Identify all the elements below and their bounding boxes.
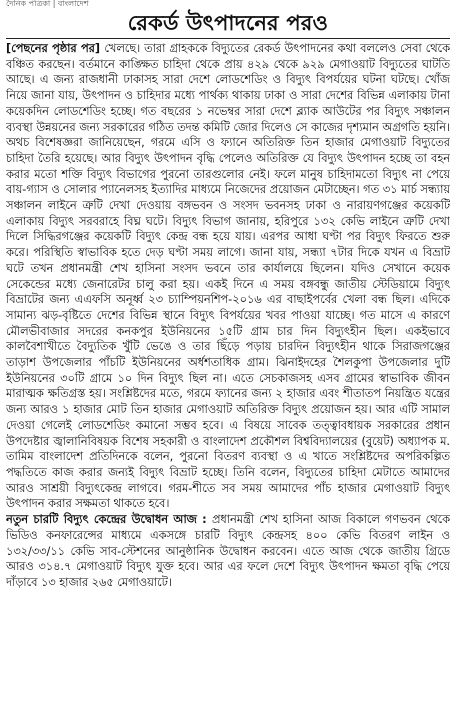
paragraph-text: খেলছে। তারা গ্রাহককে বিদ্যুতের রেকর্ড উৎপাদনের কথা বললেও সেবা থেকে বঞ্চিত করছেন। বর্তমানে কাঙ্ক্ষিত চাহিদা থেকে প্রায় ৪২৯ থেকে ৯২৯ মেগাওয়াট বিদ্যুতের ঘাটতি আছে। এ জন্য রাজধানী ঢাকাসহ সারা দেশে লোডশেডিং ও বিদ্যুৎ বিপর্যয়ের ঘটনা ঘটছে। খোঁজ নিয়ে জানা যায়, উৎপাদন ও চাহিদার মধ্যে পার্থক্য থাকায় ঢাকা ও সারা দেশের বিভিন্ন এলাকায় টানা কয়েকদিন লোডশেডিং হচ্ছে। গত বছরের ১ নভেম্বর সারা দেশে ব্ল্যাক আউটের পর বিদ্যুৎ সঞ্চালন ব্যবস্থা উন্নয়নের জন্য সরকারের গঠিত তদন্ত কমিটি জোর দিলেও সে কাজের দৃশ্যমান অগ্রগতি হয়নি। অথচ বিশেষজ্ঞরা জানিয়েছেন, গরমে এসি ও ফ্যানে অতিরিক্ত তিন হাজার মেগাওয়াট বিদ্যুতের চাহিদা তৈরি হয়েছে। আর বিদ্যুৎ উৎপাদন বৃদ্ধি পেলেও অতিরিক্ত যে বিদ্যুৎ উৎপাদন হচ্ছে তা বহন করার মতো শক্তি বিদ্যুৎ বিভাগের পুরনো তারগুলোর নেই। ফলে মানুষ চাহিদামতো বিদ্যুৎ না পেয়ে বায়-গ্যাস ও সোলার প্যানেলসহ ইত্যাদির মাধ্যমে নিজেদের প্রয়োজন মেটাচ্ছেন। গত ৩১ মার্চ সন্ধ্যায় সঞ্চালন লাইনে ত্রুটি দেখা দেওয়ায় বঙ্গভবন ও সংসদ ভবনসহ ঢাকা ও নারায়ণগঞ্জের কয়েকটি এলাকায় বিদ্যুৎ সরবরাহে বিঘ্ন ঘটে। বিদ্যুৎ বিভাগ জানায়, হরিপুরে ১৩২ কেভি লাইনে ত্রুটি দেখা দিলে সিদ্ধিরগঞ্জের কয়েকটি বিদ্যুৎ কেন্দ্র বন্ধ হয়ে যায়। এরপর আধা ঘণ্টা পর বিদ্যুৎ ফিরতে শুরু করে। পরিস্থিতি স্বাভাবিক হতে দেড় ঘণ্টা সময় লাগে। জানা যায়, সন্ধ্যা ৭টার দিকে যখন এ বিভ্রাট ঘটে তখন প্রধানমন্ত্রী শেখ হাসিনা সংসদ ভবনে তার কার্যালয়ে ছিলেন। যদিও সেখানে কয়েক সেকেন্ডের মধ্যে জেনারেটর চালু করা হয়। একই দিনে এ সময় বঙ্গবন্ধু জাতীয় স্টেডিয়ামে বিদ্যুৎ বিভ্রাটের জন্য এএফসি অনূর্ধ্ব ২৩ চ্যাম্পিয়নশিপ-২০১৬ এর বাছাইপর্বের খেলা বন্ধ ছিল। এদিকে সামান্য ঝড়-বৃষ্টিতে দেশের বিভিন্ন স্থানে বিদ্যুৎ বিপর্যয়ের খবর পাওয়া যাচ্ছে। গত মাসে এ কারণে মৌলভীবাজার সদরের কনকপুর ইউনিয়নের ১৫টি গ্রাম চার দিন বিদ্যুৎহীন ছিল। একইভাবে কালবৈশাখীতে বৈদ্যুতিক খুঁটি ভেঙে ও তার ছিঁড়ে পড়ায় চারদিন বিদ্যুৎহীন থাকে সিরাজগঞ্জের তাড়াশ উপজেলার পাঁচটি ইউনিয়নের অর্ধশতাধিক গ্রাম। ঝিনাইদহের শৈলকুপা উপজেলার দুটি ইউনিয়নের ৩০টি গ্রামে ১০ দিন বিদ্যুৎ ছিল না। এতে সেচকাজসহ এসব গ্রামের স্বাভাবিক জীবন মারাত্মক ক্ষতিগ্রস্ত হয়। সংশ্লিষ্টদের মতে, গরমে ফ্যানের জন্য ২ হাজার এবং শীতাতপ নিয়ন্ত্রিত যন্ত্রের জন্য আরও ১ হাজার মোট তিন হাজার মেগাওয়াট অতিরিক্ত বিদ্যুৎ প্রয়োজন হয়। আর এটি সামাল দেওয়া গেলেই লোডশেডিং কমানো সম্ভব হবে। এ বিষয়ে সাবেক তত্ত্বাবধায়ক সরকারের প্রধান উপদেষ্টার জ্বালানিবিষয়ক বিশেষ সহকারী ও বাংলাদেশ প্রকৌশল বিশ্ববিদ্যালয়ের (বুয়েট) অধ্যাপক ম. তামিম বাংলাদেশ প্রতিদিনকে বলেন, পুরনো বিতরণ ব্যবস্থা ও এ খাতে সংশ্লিষ্টদের অপরিকল্পিত পদ্ধতিতে কাজ করার জন্যই বিদ্যুৎ বিভ্রাট হচ্ছে। তিনি বলেন, বিদ্যুতের চাহিদা মেটাতে আমাদের আরও সাশ্রয়ী বিদ্যুৎকেন্দ্র লাগবে। গরম-শীতে সব সময় আমাদের পাঁচ হাজার মেগাওয়াট বিদ্যুৎ উৎপাদন করার সক্ষমতা থাকতে হবে। [6, 42, 450, 511]
continuation-tag: [পেছনের পৃষ্ঠার পর] [6, 42, 105, 55]
article-paragraph [6, 41, 450, 512]
article-headline: রেকর্ড উৎপাদনের পরও [127, 11, 329, 35]
article-subhead: নতুন চারটি বিদ্যুৎ কেন্দ্রের উদ্বোধন আজ : [6, 513, 212, 527]
closing-paragraph-text: প্রধানমন্ত্রী শেখ হাসিনা আজ বিকালে গণভবন থেকে ভিডিও কনফারেন্সের মাধ্যমে একসঙ্গে চারটি বিদ্যুৎ কেন্দ্রসহ ৪০০ কেভি বিতরণ লাইন ও ১৩২/৩৩/১১ কেভি সাব-স্টেশনের আনুষ্ঠানিক উদ্বোধন করবেন। এতে আজ থেকে জাতীয় গ্রিডে আরও ৩১৪.৭ মেগাওয়াট বিদ্যুৎ যুক্ত হবে। আর এর ফলে দেশে বিদ্যুৎ উৎপাদন ক্ষমতা বৃদ্ধি পেয়ে দাঁড়াবে ১৩ হাজার ২৬৫ মেগাওয়াটে। [6, 513, 450, 589]
page-header-strip: দৈনিক পত্রিকা | বাংলাদেশ [6, 0, 89, 8]
headline-divider [6, 38, 450, 39]
article-body [6, 41, 450, 696]
article-paragraph-closing [6, 512, 450, 591]
